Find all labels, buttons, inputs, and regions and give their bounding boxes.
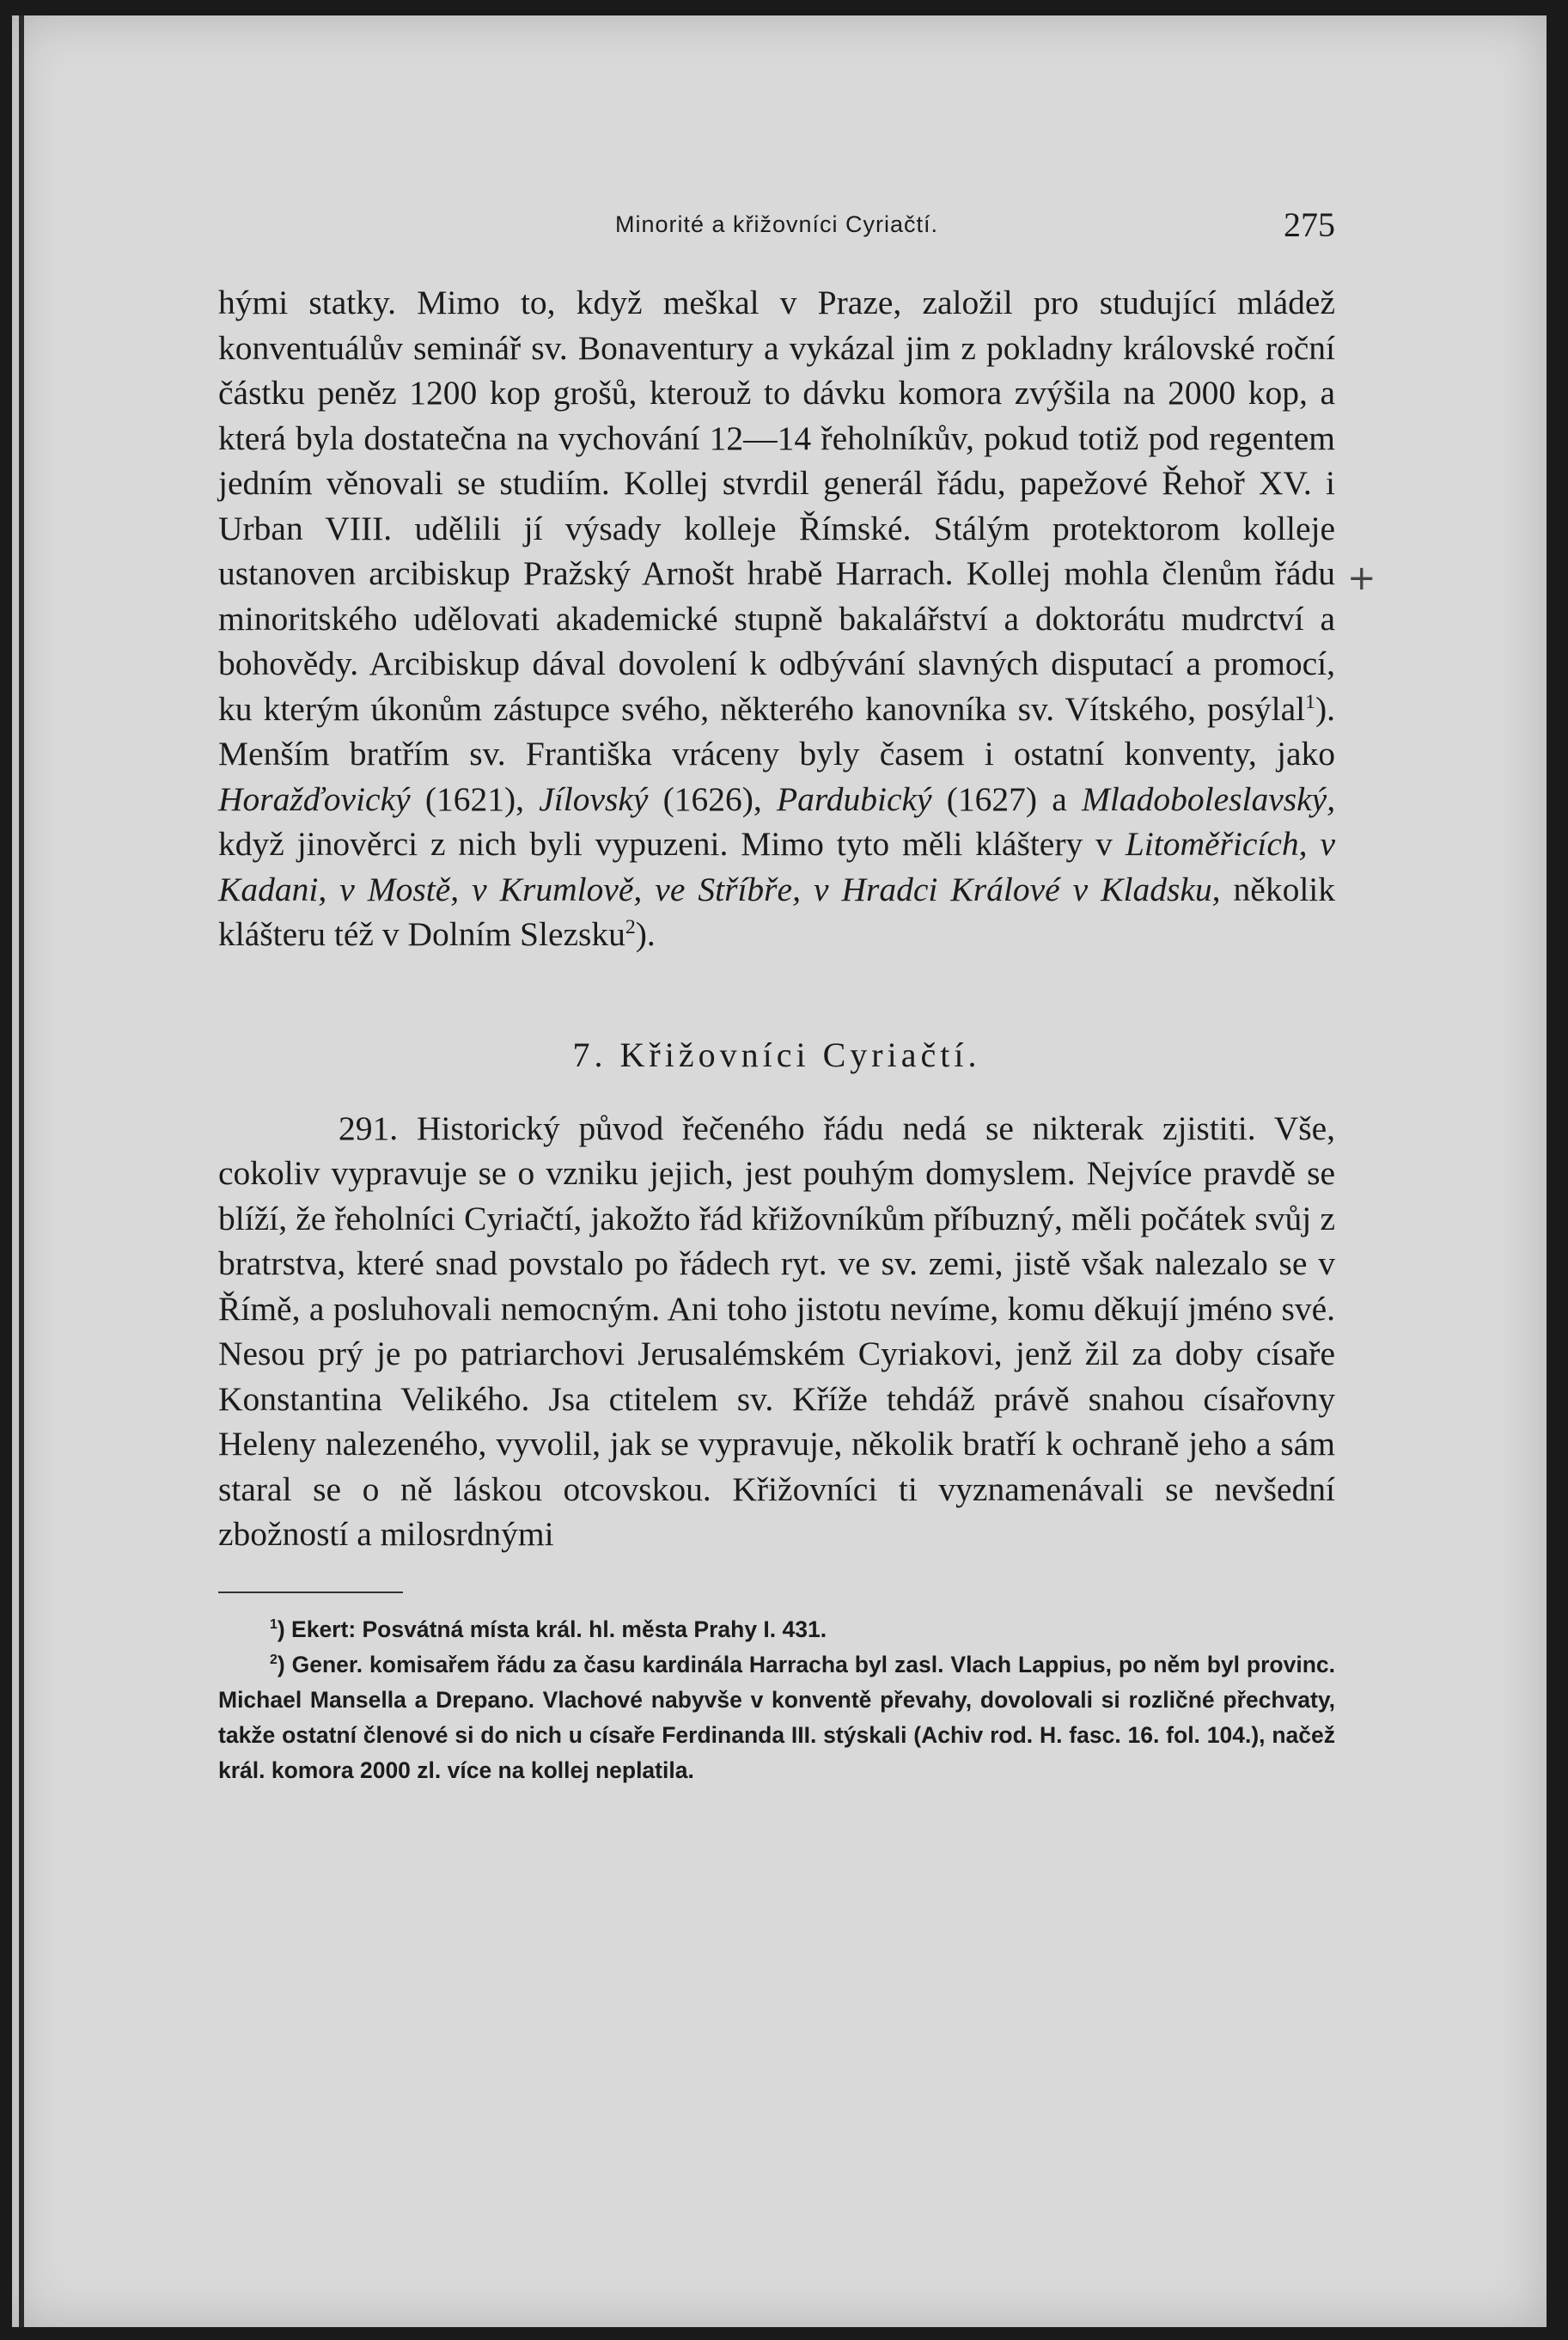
para1-text-d: několik klášteru též v Dolním Slezsku: [218, 870, 1336, 953]
footnote-divider: [218, 1592, 403, 1593]
page-number: 275: [1284, 205, 1335, 244]
paragraph-continuation: [218, 280, 1335, 957]
footnote-2-mark: 2: [270, 1652, 278, 1667]
footnote-ref-1: 1: [1305, 690, 1315, 713]
footnote-1-text: ) Ekert: Posvátná místa král. hl. města Prahy I. 431.: [277, 1616, 827, 1642]
footnote-1: [218, 1612, 1335, 1647]
places-list: Litoměřicích, v Kadani, v Mostě, v Krumlově, ve Stříbře, v Hradci Králové v Kladsku,: [218, 825, 1335, 908]
running-title: Minorité a křižovníci Cyriačtí.: [614, 211, 939, 237]
footnotes: [218, 1612, 1335, 1788]
footnote-2-text: ) Gener. komisařem řádu za času kardinála Harracha byl zasl. Vlach Lappius, po něm byl provinc. Michael Mansella a Drepano. Vlachové nabyvše v konventě převahy, dovolovali si rozličné přechvaty, takže ostatní členové si do nich u císaře Ferdinanda III. stýskali (Achiv rod. H. fasc. 16. fol. 104.), načež král. komora 2000 zl. více na kollej neplatila.: [218, 1651, 1335, 1783]
para1-text-e: ).: [635, 915, 656, 953]
running-head: [218, 196, 1335, 247]
scanned-page: [12, 15, 1547, 2327]
para1-date-2: (1626),: [662, 779, 762, 818]
footnote-1-mark: 1: [270, 1616, 278, 1632]
para1-text-a: hými statky. Mimo to, když meškal v Praze, založil pro studující mládež konventuálův seminář sv. Bonaventury a vykázal jim z pokladny královské roční částku peněz 1200 kop grošů, kterouž to dávku komora zvýšila na 2000 kop, a která byla dostatečna na vychování 12—14 řeholníkův, pokud totiž pod regentem jedním věnovali se studiím. Kollej stvrdil generál řádu, papežové Řehoř XV. i Urban VIII. udělili jí výsady kolleje Římské. Stálým protektorom kolleje ustanoven arcibiskup Pražský Arnošt hrabě Harrach. Kollej mohla členům řádu minoritského udělovati akademické stupně bakalářství a doktorátu mudrctví a bohovědy. Arcibiskup dával dovolení k odbývání slavných disputací a promocí, ku kterým úkonům zástupce svého, některého kanovníka sv. Vítského, posýlal: [218, 284, 1335, 728]
place-horazdovicky: Horažďovický: [218, 779, 411, 818]
place-mladoboleslavsky: Mladoboleslavský,: [1082, 779, 1336, 818]
place-jilovsky: Jílovský: [539, 779, 649, 818]
section-heading: 7. Křižovníci Cyriačtí.: [572, 1035, 981, 1074]
handwritten-margin-mark: +: [1347, 559, 1376, 598]
footnote-2: [218, 1647, 1335, 1788]
para1-date-1: (1621),: [424, 779, 525, 818]
para1-text-b: ). Menším bratřím sv. Františka vráceny byly časem i ostatní konventy, jako: [218, 689, 1335, 773]
place-pardubicky: Pardubický: [776, 779, 932, 818]
para1-text-c: když jinověrci z nich byli vypuzeni. Mimo tyto měli kláštery v: [218, 825, 1113, 863]
paragraph-291: 291. Historický původ řečeného řádu nedá se nikterak zjistiti. Vše, cokoliv vypravuje se o vzniku jejich, jest pouhým domyslem. Nejvíce pravdě se blíží, že řeholníci Cyriačtí, jakožto řád křižovníkům příbuzný, měli počátek svůj z bratrstva, které snad povstalo po řádech ryt. ve sv. zemi, jistě však nalezalo se v Římě, a posluhovali nemocným. Ani toho jistotu nevíme, komu děkují jméno své. Nesou prý je po patriarchovi Jerusalémském Cyriakovi, jenž žil za doby císaře Konstantina Velikého. Jsa ctitelem sv. Kříže tehdáž právě snahou císařovny Heleny nalezeného, vyvolil, jak se vypravuje, několik bratří k ochraně jeho a sám staral se o ně láskou otcovskou. Křižovníci ti vyznamenávali se nevšední zbožností a milosrdnými: [218, 1109, 1335, 1553]
para1-date-3: (1627) a: [946, 779, 1067, 818]
page-content: [218, 196, 1335, 1788]
page-edge-shadow: [19, 15, 24, 2327]
footnote-ref-2: 2: [625, 915, 636, 938]
